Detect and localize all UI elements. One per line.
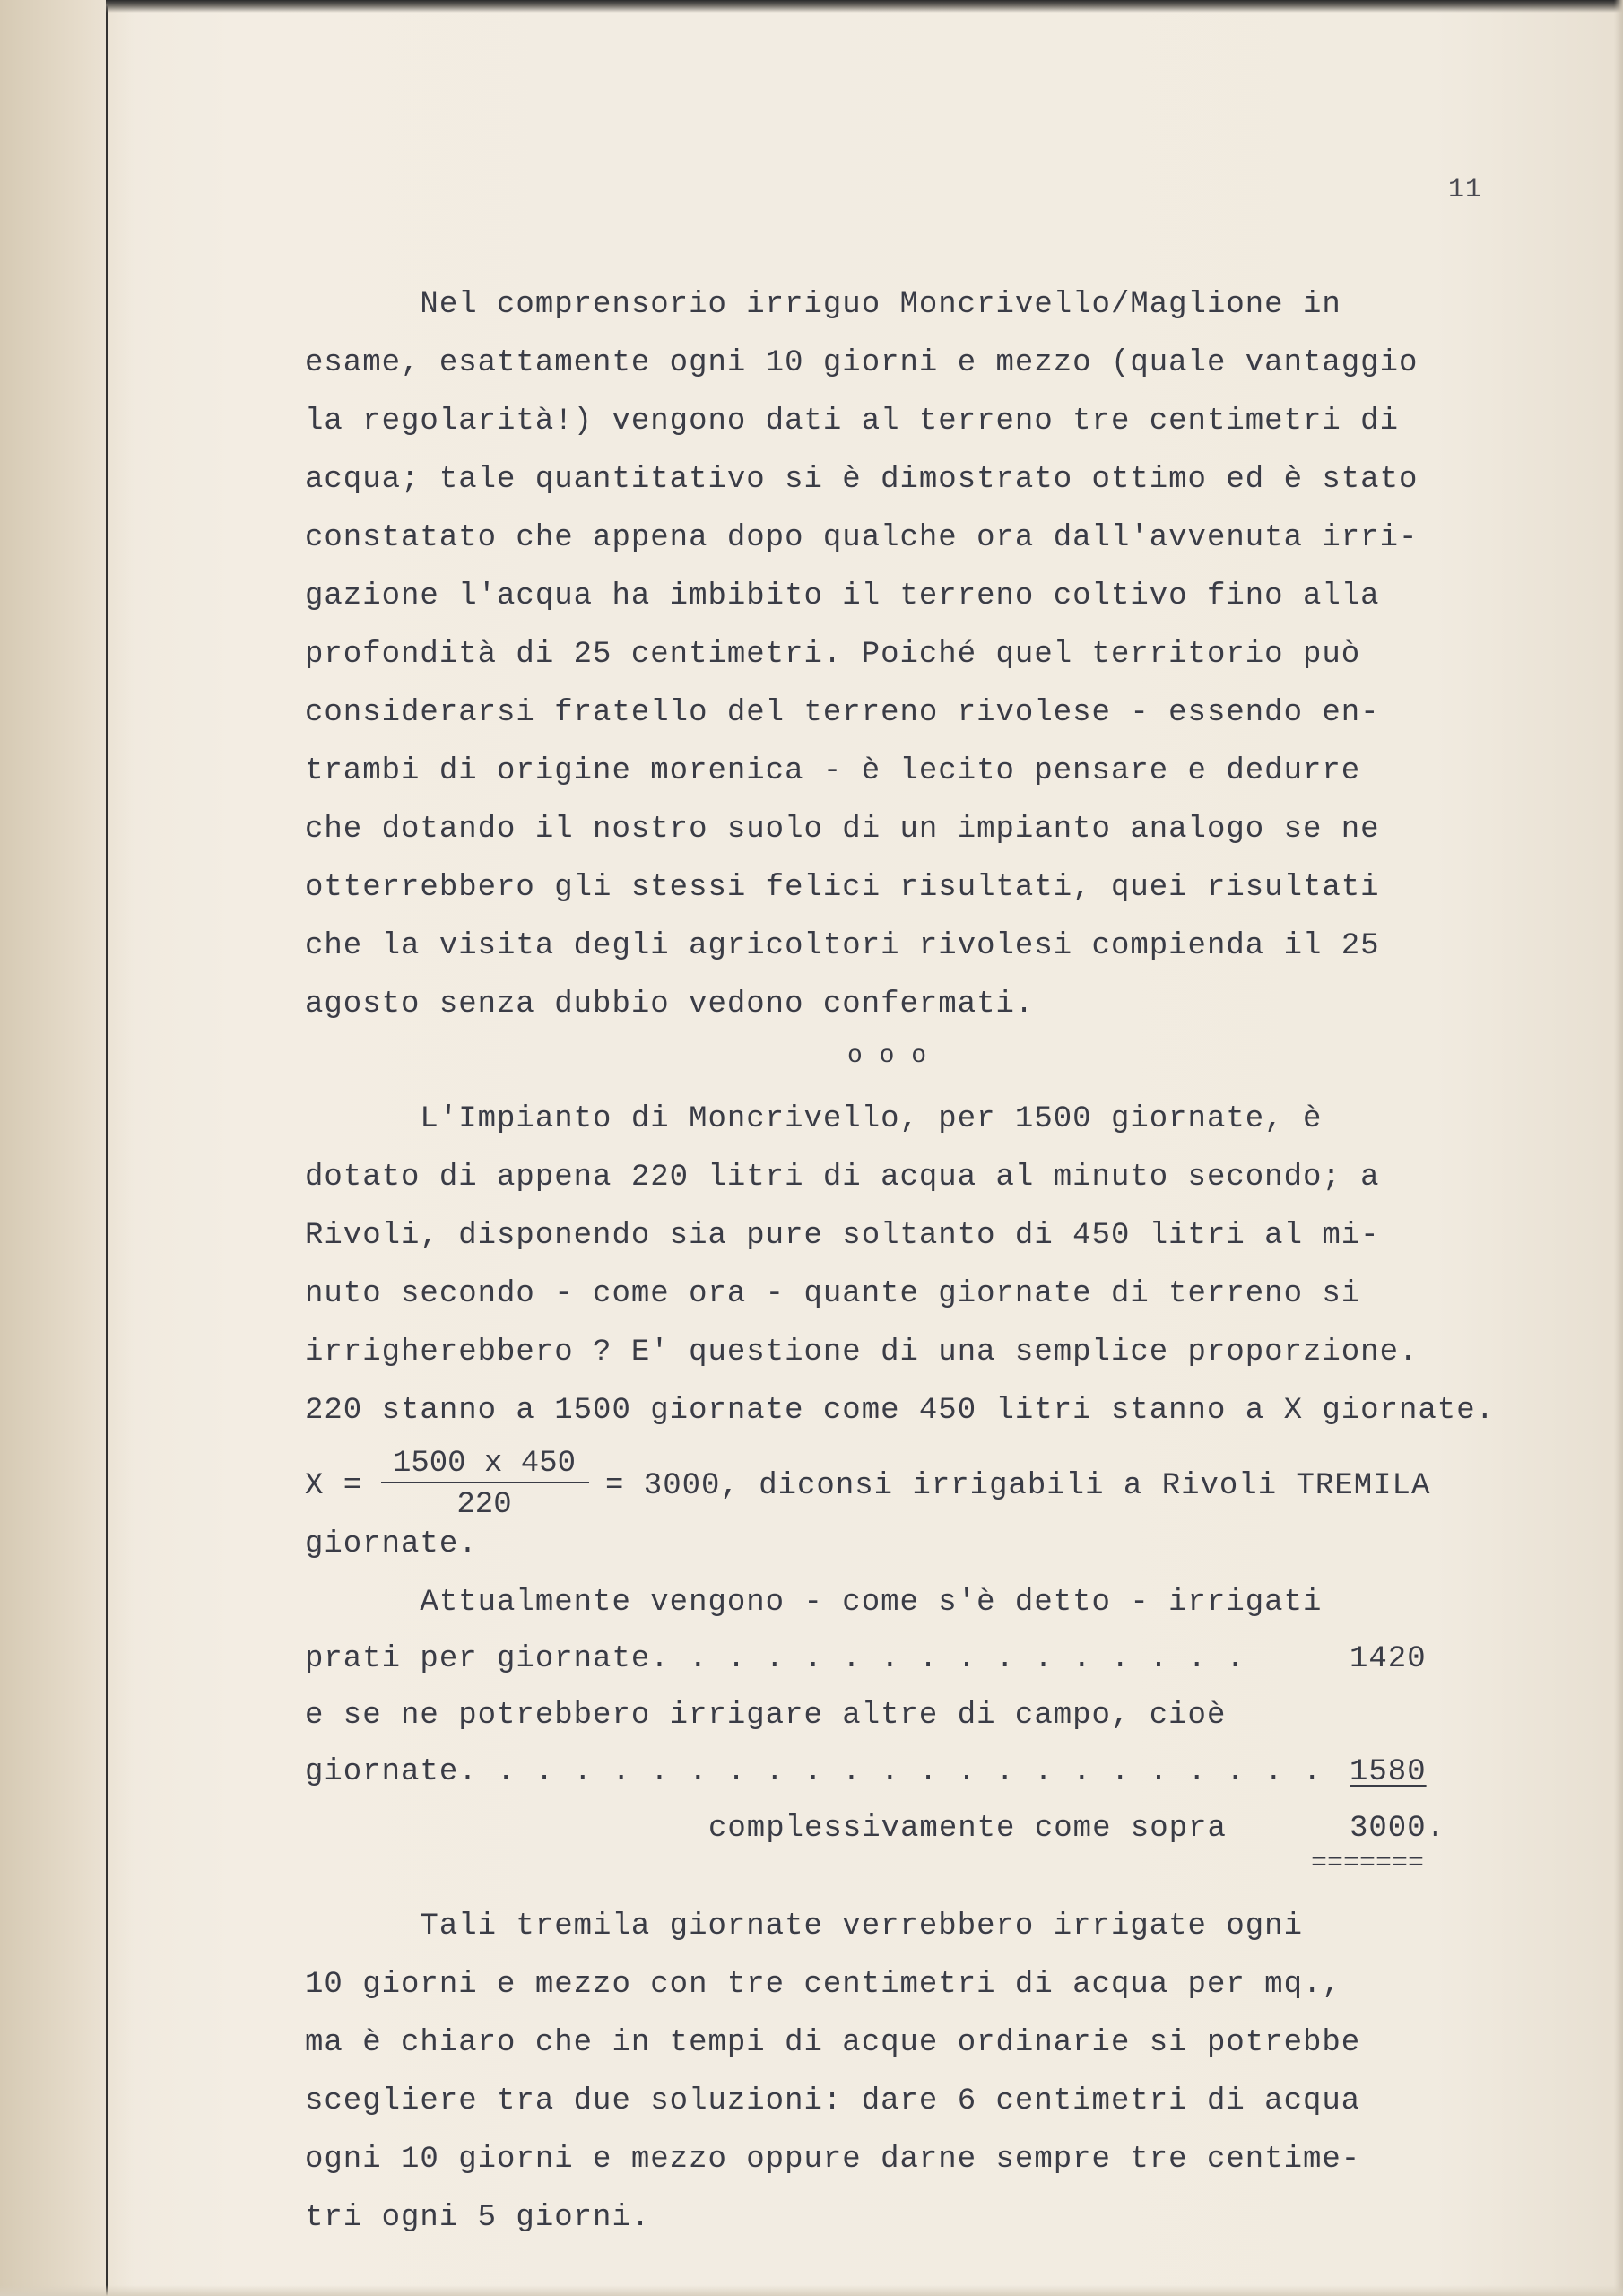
p1-line-5: constatato che appena dopo qualche ora dall'avvenuta irri- bbox=[305, 521, 1419, 555]
formula-numerator: 1500 x 450 bbox=[392, 1447, 577, 1481]
p1-line-3: la regolarità!) vengono dati al terreno tre centimetri di bbox=[305, 404, 1399, 439]
p4-line-1: Tali tremila giornate verrebbero irrigate ogni bbox=[305, 1909, 1303, 1944]
p2-line-2: dotato di appena 220 litri di acqua al minuto secondo; a bbox=[305, 1161, 1380, 1195]
table-row1-label: prati per giornate. . . . . . . . . . . . . . . . bbox=[305, 1642, 1245, 1676]
p1-line-13: agosto senza dubbio vedono confermati. bbox=[305, 987, 1035, 1022]
p2-line-5: irrigherebbero ? E' questione di una semplice proporzione. bbox=[305, 1335, 1419, 1370]
p1-line-8: considerarsi fratello del terreno rivolese - essendo en- bbox=[305, 696, 1380, 730]
table-row2-value: 1580 bbox=[1350, 1755, 1427, 1789]
formula-denominator: 220 bbox=[456, 1488, 512, 1522]
formula-continuation: giornate. bbox=[305, 1527, 478, 1561]
table-row2-intro: e se ne potrebbero irrigare altre di campo, cioè bbox=[305, 1699, 1227, 1733]
table-row2-label: giornate. . . . . . . . . . . . . . . . . . . . . . . bbox=[305, 1755, 1323, 1789]
p1-line-10: che dotando il nostro suolo di un impianto analogo se ne bbox=[305, 813, 1380, 847]
p4-line-3: ma è chiaro che in tempi di acque ordinarie si potrebbe bbox=[305, 2026, 1361, 2060]
p3-intro: Attualmente vengono - come s'è detto - irrigati bbox=[305, 1586, 1323, 1620]
table-row1-value: 1420 bbox=[1350, 1642, 1427, 1676]
total-label: complessivamente come sopra bbox=[708, 1812, 1227, 1846]
section-separator: o o o bbox=[847, 1042, 928, 1070]
p1-line-12: che la visita degli agricoltori rivolesi compienda il 25 bbox=[305, 929, 1380, 963]
p2-line-1: L'Impianto di Moncrivello, per 1500 giornate, è bbox=[305, 1102, 1323, 1136]
total-value: 3000. bbox=[1350, 1812, 1446, 1846]
formula-lhs: X = bbox=[305, 1469, 363, 1503]
p1-line-9: trambi di origine morenica - è lecito pensare e dedurre bbox=[305, 754, 1361, 788]
p2-line-6: 220 stanno a 1500 giornate come 450 litri stanno a X giornate. bbox=[305, 1394, 1496, 1428]
formula-rhs: = 3000, diconsi irrigabili a Rivoli TREMILA bbox=[605, 1469, 1431, 1503]
p4-line-4: scegliere tra due soluzioni: dare 6 centimetri di acqua bbox=[305, 2084, 1361, 2118]
binding-line bbox=[106, 0, 108, 2296]
p1-line-7: profondità di 25 centimetri. Poiché quel territorio può bbox=[305, 638, 1361, 672]
top-border bbox=[106, 0, 1623, 13]
fraction-bar bbox=[381, 1482, 589, 1483]
p4-line-6: tri ogni 5 giorni. bbox=[305, 2201, 651, 2235]
p1-line-11: otterrebbero gli stessi felici risultati, quei risultati bbox=[305, 871, 1380, 905]
p1-line-2: esame, esattamente ogni 10 giorni e mezzo (quale vantaggio bbox=[305, 346, 1419, 380]
page-edge-shadow bbox=[0, 0, 135, 2296]
p4-line-5: ogni 10 giorni e mezzo oppure darne sempre tre centime- bbox=[305, 2143, 1361, 2177]
total-double-rule: ======= bbox=[1311, 1848, 1425, 1879]
right-edge-shadow bbox=[1614, 0, 1623, 2296]
bottom-edge-shadow bbox=[0, 2285, 1623, 2296]
p4-line-2: 10 giorni e mezzo con tre centimetri di acqua per mq., bbox=[305, 1968, 1341, 2002]
page-number: 11 bbox=[1448, 175, 1483, 205]
p1-line-6: gazione l'acqua ha imbibito il terreno coltivo fino alla bbox=[305, 579, 1380, 613]
p1-line-1: Nel comprensorio irriguo Moncrivello/Maglione in bbox=[305, 288, 1341, 322]
p1-line-4: acqua; tale quantitativo si è dimostrato ottimo ed è stato bbox=[305, 463, 1419, 497]
p2-line-4: nuto secondo - come ora - quante giornate di terreno si bbox=[305, 1277, 1361, 1311]
p2-line-3: Rivoli, disponendo sia pure soltanto di 450 litri al mi- bbox=[305, 1219, 1380, 1253]
